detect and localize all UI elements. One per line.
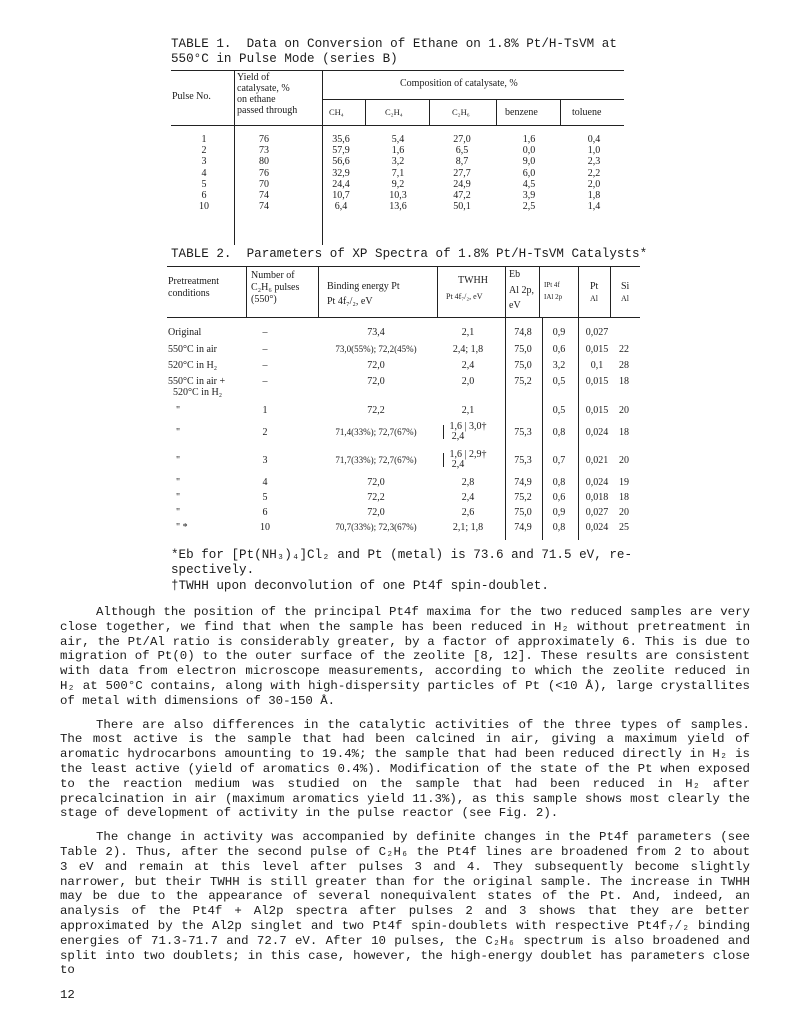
table1-header-yield-3: on ethane [237,94,276,105]
table2-cell-ptal: 0,027 [585,327,609,338]
table2-header-binding-1: Binding energy Pt [327,281,400,292]
table2-header-eb-2: Al 2p, [509,285,534,296]
table1-col-benzene: 1,6 0,0 9,0 6,0 4,5 3,9 2,5 [522,134,536,213]
table2-cell-ptal: 0,015 [585,376,609,387]
table2-cell-int: 0,8 [552,477,566,488]
table2-cell-ptal: 0,1 [590,360,604,371]
table2-cell-twhh: 2,4; 1,8 [452,344,484,355]
table2-cell-int: 3,2 [552,360,566,371]
table2-cell-binding: 70,7(33%); 72,3(67%) [335,522,417,532]
table2-cell-int: 0,6 [552,492,566,503]
table2-cell-sial: 18 [619,376,629,387]
table2-cell-eb: 75,0 [514,344,532,355]
table2-cell-sial: 20 [619,455,629,466]
table2-cell-condition: " [176,477,181,488]
table2-divider [318,266,319,317]
table2-cell-pulses: 3 [262,455,268,466]
table2-header-twhh-2: Pt 4f₇/₂, eV [446,292,483,301]
table2-cell-sial: 18 [619,427,629,438]
table2-cell-ptal: 0,018 [585,492,609,503]
table2-divider [539,266,540,317]
table2-cell-condition: 520°C in H₂ [168,387,223,398]
table2-cell-int: 0,9 [552,507,566,518]
table2-header-int-2: IAl 2p [544,293,563,301]
table2-divider [505,266,506,317]
table2-cell-pulses: – [262,376,268,387]
table2-header-pulses-3: (550°) [251,294,277,305]
table2-cell-twhh: 2,4 [461,360,475,371]
table2-header-rule [167,317,640,318]
table2-cell-eb: 75,0 [514,360,532,371]
table1-col-yield: 76 73 80 76 70 74 74 [259,134,269,213]
table2-cell-condition: " [176,455,181,466]
table1-col-c2h4: 5,4 1,6 3,2 7,1 9,2 10,3 13,6 [389,134,407,213]
paragraph-2: There are also differences in the catalytic activities of the three types of samples. The most active is the sample that had been calcined in air, giving a maximum yield of aromatic hydrocarbons amounting to 19.4%; the sample that had been reduced directly in H₂ is the least active (yield of aromatics 0.4%). Modification of the state of the Pt when exposed to the reaction medium was studied on the sample that had been reduced in H₂ after precalcination in air (maximum aromatics yield 11.3%), as this sample shows most clearly the stage of development of activity in the pulse reactor (see Fig. 2). [60,717,750,821]
table2-cell-sial: 19 [619,477,629,488]
table2-cell-eb: 75,0 [514,507,532,518]
table1-top-rule [171,70,624,71]
table2-cell-sial: 20 [619,405,629,416]
table2-cell-int: 0,8 [552,522,566,533]
table1-col-toluene: 0,4 1,0 2,3 2,2 2,0 1,8 1,4 [587,134,601,213]
table2-cell-int: 0,5 [552,405,566,416]
table2-cell-binding: 72,0 [367,477,385,488]
table2-cell-condition: " * [176,522,188,533]
table2-cell-pulses: 1 [262,405,268,416]
table1-divider [234,70,235,245]
table2-cell-eb: 75,2 [514,492,532,503]
table2-cell-pulses: – [262,360,268,371]
table1-header-yield-1: Yield of [237,72,270,83]
table2-cell-sial: 18 [619,492,629,503]
table1-header-rule [171,125,624,126]
table2-cell-int: 0,9 [552,327,566,338]
table1-header-composition: Composition of catalysate, % [400,78,518,89]
table2-cell-twhh: 1,6 | 2,9† 2,4 [449,449,487,470]
table2-cell-binding: 72,0 [367,507,385,518]
table2-cell-twhh: 2,1 [461,327,475,338]
table2-cell-eb: 75,2 [514,376,532,387]
table2-divider [578,266,579,317]
table2-divider [437,266,438,317]
page-number: 12 [60,988,75,1002]
table1-subheader-c2h4: C₂H₄ [385,107,403,117]
table2-cell-ptal: 0,024 [585,522,609,533]
table2-cell-eb: 74,8 [514,327,532,338]
table2-header-sial-2: Al [621,294,629,303]
table2-cell-condition: 550°C in air + [168,376,226,387]
table2-cell-ptal: 0,024 [585,477,609,488]
table2-cell-condition: " [176,427,181,438]
table1-sub-rule [322,99,624,100]
table2-cell-twhh: 2,4 [461,492,475,503]
table1-subheader-ch4: CH₄ [329,107,344,117]
table2-cell-ptal: 0,015 [585,405,609,416]
table2-cell-binding: 72,2 [367,492,385,503]
table2-cell-condition: 550°C in air [168,344,217,355]
table2-cell-condition: " [176,492,181,503]
table2-cell-sial: 28 [619,360,629,371]
table1-caption-line1: TABLE 1. Data on Conversion of Ethane on 1.8% Pt/H-TsVM at [171,37,617,51]
table2-cell-pulses: – [262,327,268,338]
paragraph-3: The change in activity was accompanied by definite changes in the Pt4f parameters (see Table 2). Thus, after the second pulse of C₂H₆ the Pt4f lines are broadened from 2 to about 3 eV and remain at this level after pulses 3 and 4. They subsequently become slightly narrower, but their TWHH is still greater than for the original sample. The increase in TWHH may be due to the appearance of several nonequivalent states of the Pt. And, indeed, an analysis of the Pt4f + Al2p spectra after pulses 2 and 3 shows that they are better approximated by the Al2p singlet and two Pt4f spin-doublets with respective Pt4f₇/₂ binding energies of 71.3-71.7 and 72.7 eV. After 10 pulses, the C₂H₆ spectrum is also broadened and split into two doublets; in this case, however, the high-energy doublet has parameters close to [60,830,750,978]
table2-cell-ptal: 0,027 [585,507,609,518]
table1-divider [429,99,430,125]
table1-col-pulse: 1 2 3 4 5 6 10 [199,134,209,213]
table1-subheader-c2h6: C₂H₆ [452,107,470,117]
table2-cell-condition: 520°C in H₂ [168,360,218,371]
paragraph-1: Although the position of the principal Pt4f maxima for the two reduced samples are very close together, we find that when the sample has been reduced in H₂ without pretreatment in air, the Pt/Al ratio is considerably greater, by a factor of approximately 6. This is due to migration of Pt(0) to the outer surface of the zeolite [8, 12]. These results are consistent with data from electron microscope measurements, according to which the zeolite reduced in H₂ at 500°C contains, along with high-dispersity particles of Pt (<10 Å), large crystallites of metal with dimensions of 30-150 Å. [60,605,750,708]
table2-cell-pulses: – [262,344,268,355]
table2-cell-condition: " [176,405,181,416]
table2-divider [610,266,611,317]
table2-divider [578,318,579,540]
table2-cell-binding: 72,2 [367,405,385,416]
table2-cell-pulses: 6 [262,507,268,518]
table2-cell-condition: Original [168,327,202,338]
table2-cell-sial: 22 [619,344,629,355]
table2-header-ptal-1: Pt [590,281,599,292]
table2-top-rule [167,266,640,267]
table2-caption: TABLE 2. Parameters of XP Spectra of 1.8% Pt/H-TsVM Catalysts* [171,247,648,261]
table1-subheader-benzene: benzene [505,107,538,118]
table2-cell-binding: 73,0(55%); 72,2(45%) [335,344,417,354]
table2-cell-binding: 72,0 [367,360,385,371]
table2-cell-eb: 75,3 [514,427,532,438]
table2-header-int-1: IPt 4f [544,281,560,289]
table1-col-c2h6: 27,0 6,5 8,7 27,7 24,9 47,2 50,1 [453,134,471,213]
table2-cell-int: 0,8 [552,427,566,438]
table2-cell-ptal: 0,021 [585,455,609,466]
table2-cell-sial: 25 [619,522,629,533]
table2-header-pretreatment-1: Pretreatment [168,276,220,287]
table1-subheader-toluene: toluene [572,107,602,118]
table2-header-binding-2: Pt 4f₇/₂, eV [327,296,373,307]
table2-cell-twhh: 2,0 [461,376,475,387]
table2-header-pulses-1: Number of [251,270,295,281]
table2-header-twhh-1: TWHH [458,275,488,286]
table2-divider [246,266,247,317]
table1-header-yield-2: catalysate, % [237,83,290,94]
table2-cell-binding: 73,4 [367,327,385,338]
table2-cell-twhh: 2,6 [461,507,475,518]
table2-header-pulses-2: C₂H₆ pulses [251,282,300,293]
table2-cell-twhh: 2,8 [461,477,475,488]
table2-header-eb-1: Eb [509,269,521,280]
table2-cell-pulses: 5 [262,492,268,503]
table2-header-sial-1: Si [621,281,630,292]
body-text [60,605,750,987]
table1-caption-line2: 550°C in Pulse Mode (series B) [171,52,398,66]
table2-cell-binding: 71,4(33%); 72,7(67%) [335,427,417,437]
table2-header-ptal-2: Al [590,294,598,303]
table2-cell-twhh: 2,1; 1,8 [452,522,484,533]
table1-divider [560,99,561,125]
table2-cell-ptal: 0,024 [585,427,609,438]
table2-cell-eb: 74,9 [514,522,532,533]
table2-cell-binding: 71,7(33%); 72,7(67%) [335,455,417,465]
table2-cell-int: 0,5 [552,376,566,387]
table1-header-yield-4: passed through [237,105,298,116]
table2-header-pretreatment-2: conditions [168,288,210,299]
table2-cell-condition: " [176,507,181,518]
table2-cell-eb: 74,9 [514,477,532,488]
table1-divider [322,70,323,245]
table2-cell-twhh: 2,1 [461,405,475,416]
table1-divider [365,99,366,125]
table2-cell-pulses: 4 [262,477,268,488]
table2-cell-ptal: 0,015 [585,344,609,355]
table2-footnote-1a: *Eb for [Pt(NH₃)₄]Cl₂ and Pt (metal) is 73.6 and 71.5 eV, re- [171,548,633,562]
table1-col-ch4: 35,6 57,9 56,6 32,9 24,4 10,7 6,4 [332,134,350,213]
table2-footnote-1b: spectively. [171,563,255,577]
table1-header-pulse: Pulse No. [172,91,211,102]
table1-divider [496,99,497,125]
table2-header-eb-3: eV [509,300,521,311]
table2-cell-int: 0,6 [552,344,566,355]
table2-footnote-2: †TWHH upon deconvolution of one Pt4f spin-doublet. [171,579,549,593]
table2-cell-int: 0,7 [552,455,566,466]
table2-cell-eb: 75,3 [514,455,532,466]
table2-cell-binding: 72,0 [367,376,385,387]
table2-cell-sial: 20 [619,507,629,518]
table2-cell-pulses: 2 [262,427,268,438]
table2-cell-pulses: 10 [260,522,270,533]
table2-cell-twhh: 1,6 | 3,0† 2,4 [449,421,487,442]
